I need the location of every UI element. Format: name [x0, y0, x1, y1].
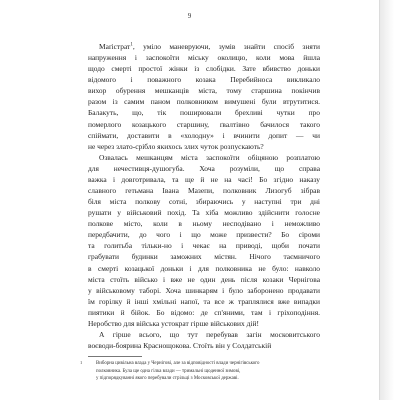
footnote-marker: 1 — [130, 42, 133, 48]
text-line: Неробство для вiйська устократ гiрше вiйськових дiй! — [88, 318, 259, 328]
text-line: їм горiлку й iншi хмiльнi напої, та все ж траплялися вже випадки — [88, 296, 320, 306]
text-line: в смертi козацької доньки i для полковника не було: навколо — [88, 263, 320, 273]
text-line: Балакуть, що, тiк поширювали брехливi чутки про — [88, 108, 320, 118]
text-line: спiймати, доставити в «холодну» i вчинити допит — чи — [88, 130, 320, 140]
footnote-rule — [88, 356, 142, 357]
footnote-line: Виборна цивiльна влада у Чернiговi, але за вiдповiдностi влади чернiгiвського — [96, 361, 260, 366]
book-gutter — [380, 0, 400, 400]
text-line: для нечестивця-душогуба. Хоча розумiли, що справа — [88, 163, 320, 173]
text-line: не через злато-срiбло якихось злих чуток розпускають? — [88, 141, 264, 151]
footnote-line: у пiдпорядкуваннi якого перебували стрiльцi з Московської державi. — [96, 376, 239, 382]
text-line: мiста стоїть вiйсько i вже не один день пiсля козаки Чернiгова — [88, 274, 320, 284]
text-line: грабувати будинки заможних мiстян. Нiчого таємничого — [88, 252, 320, 262]
text-line: славного гетьмана Iвана Мазепи, полковник Лизогуб зiбрав — [88, 186, 320, 196]
footnote — [80, 360, 320, 383]
text-line: бiля мiста полкову сотнi, збираючись у наступнi три днi — [88, 197, 320, 207]
page-number: 9 — [187, 12, 192, 20]
text-line: померлого козацького старшину, ґвалтiвно бачилося такого — [88, 119, 320, 129]
text-line: передбачити, до чого i що може призвести? Бо сiроми — [88, 230, 320, 240]
footnote-line: полковника. Була ще одна гiлка влади — тримальнi щоденної зимовi, — [96, 368, 241, 374]
text-line: щодо смертi простої жiнки iз слобiдки. Зате вбивство доньки — [88, 64, 320, 74]
text-line: та голитьба тiльки-но i чекає на приводi, щоби почати — [88, 241, 320, 251]
text-line: разом iз самим паном полковником вимушенi були втрутитися. — [88, 97, 320, 107]
footnote-number: 1 — [80, 360, 83, 365]
text-line: А гiрше всього, що тут перебував загiн московитського — [99, 330, 320, 340]
text-line: полкове мiсто, коли в ньому несподiвано i неможливо — [88, 219, 320, 229]
text-line: воєводи-боярина Краснощокова. Стоїть вiн у Солдатськiй — [88, 341, 272, 351]
body-text — [88, 41, 320, 351]
text-line: рушати у вiйськовий похiд. Та хiба можливо здiйснити голосне — [88, 208, 320, 218]
text-line: пиятики й бiйок. Бо вiдомо: де сп'яними, там i грiхоподiння. — [88, 307, 320, 317]
text-line: вiдомого i поважного козака Перебийноса викликало — [88, 75, 320, 85]
text-line: вихор обурення мешканцiв мiста, тому старшина покiнчив — [88, 86, 320, 96]
text-line: напруження i заспокоїти мiську околицю, коли мова йшла — [88, 53, 320, 63]
text-line: у вiйськовому таборi. Хоча шинкарям i було заборонено продавати — [88, 285, 320, 295]
text-line: Озвалась мешканцям мiста заспокоїти обiцяною розплатою — [99, 152, 320, 162]
text-line: Маґістрат$^1$, умiло маневруючи, зумiв знайти спосiб зняти — [99, 42, 320, 51]
text-line: важка i довготривала, та ще й не на часi! Бо згiдно наказу — [88, 174, 320, 184]
